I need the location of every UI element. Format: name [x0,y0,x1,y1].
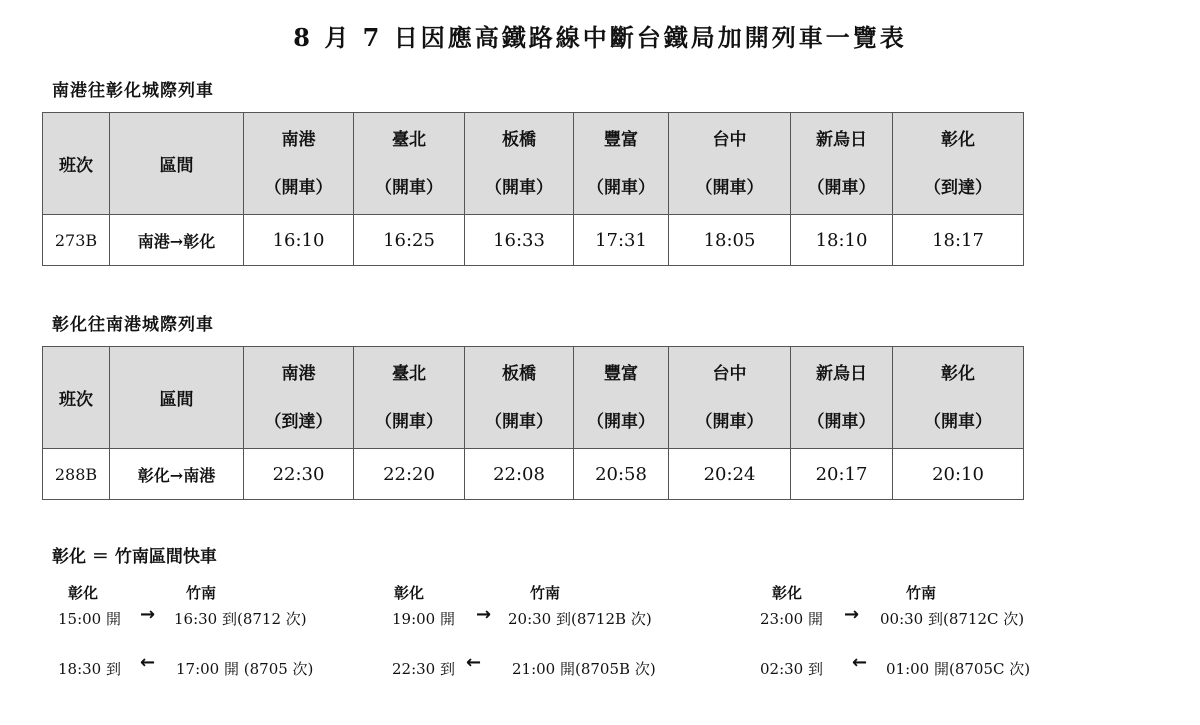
return-departure: 21:00 開(8705B 次) [512,660,656,678]
page-title: 8 月 7 日因應高鐵路線中斷台鐵局加開列車一覽表 [293,23,907,52]
time-cell: 18:05 [669,215,791,266]
time-cell: 20:58 [574,449,669,500]
time-cell: 16:33 [465,215,574,266]
outbound-arrival: 16:30 到(8712 次) [174,610,307,628]
header-route: 區間 [110,113,244,215]
to-label: 竹南 [186,584,217,602]
header-code: 班次 [43,347,110,449]
header-station: 南港 （到達） [244,347,354,449]
southbound-table [42,112,1024,266]
southbound-heading: 南港往彰化城際列車 [52,81,214,101]
time-cell: 16:10 [244,215,354,266]
from-label: 彰化 [68,584,99,602]
header-station: 豐富 （開車） [574,113,669,215]
from-label: 彰化 [394,584,425,602]
header-station: 臺北 （開車） [354,113,465,215]
northbound-heading: 彰化往南港城際列車 [52,315,214,335]
arrow-right-icon: → [844,604,860,625]
table-row [43,449,1024,500]
northbound-table [42,346,1024,500]
header-station: 新烏日 （開車） [791,347,893,449]
train-route: 彰化→南港 [110,449,244,500]
table-header-row [43,347,1024,449]
from-label: 彰化 [772,584,803,602]
outbound-departure: 15:00 開 [58,610,121,628]
arrow-left-icon: ← [466,652,482,673]
outbound-departure: 19:00 開 [392,610,455,628]
header-station: 豐富 （開車） [574,347,669,449]
header-code: 班次 [43,113,110,215]
arrow-left-icon: ← [140,652,156,673]
time-cell: 18:10 [791,215,893,266]
header-station: 台中 （開車） [669,347,791,449]
outbound-departure: 23:00 開 [760,610,823,628]
arrow-right-icon: → [476,604,492,625]
header-station: 板橋 （開車） [465,113,574,215]
outbound-arrival: 00:30 到(8712C 次) [880,610,1025,628]
return-departure: 01:00 開(8705C 次) [886,660,1031,678]
arrow-right-icon: → [140,604,156,625]
time-cell: 18:17 [893,215,1024,266]
transfer-block [392,582,692,682]
time-cell: 20:24 [669,449,791,500]
transfer-heading: 彰化 ＝ 竹南區間快車 [52,547,217,567]
header-station: 台中 （開車） [669,113,791,215]
header-station: 南港 （開車） [244,113,354,215]
time-cell: 16:25 [354,215,465,266]
time-cell: 22:08 [465,449,574,500]
to-label: 竹南 [530,584,561,602]
arrow-left-icon: ← [852,652,868,673]
return-arrival: 22:30 到 [392,660,455,678]
return-arrival: 02:30 到 [760,660,823,678]
time-cell: 20:17 [791,449,893,500]
transfer-block [58,582,358,682]
return-departure: 17:00 開 (8705 次) [176,660,314,678]
header-route: 區間 [110,347,244,449]
time-cell: 22:30 [244,449,354,500]
transfer-block [760,582,1060,682]
table-header-row [43,113,1024,215]
return-arrival: 18:30 到 [58,660,121,678]
time-cell: 17:31 [574,215,669,266]
train-code: 288B [43,449,110,500]
header-station: 板橋 （開車） [465,347,574,449]
header-station: 臺北 （開車） [354,347,465,449]
outbound-arrival: 20:30 到(8712B 次) [508,610,652,628]
time-cell: 20:10 [893,449,1024,500]
header-station: 彰化 （到達） [893,113,1024,215]
train-code: 273B [43,215,110,266]
header-station: 新烏日 （開車） [791,113,893,215]
header-station: 彰化 （開車） [893,347,1024,449]
to-label: 竹南 [906,584,937,602]
train-route: 南港→彰化 [110,215,244,266]
time-cell: 22:20 [354,449,465,500]
table-row [43,215,1024,266]
